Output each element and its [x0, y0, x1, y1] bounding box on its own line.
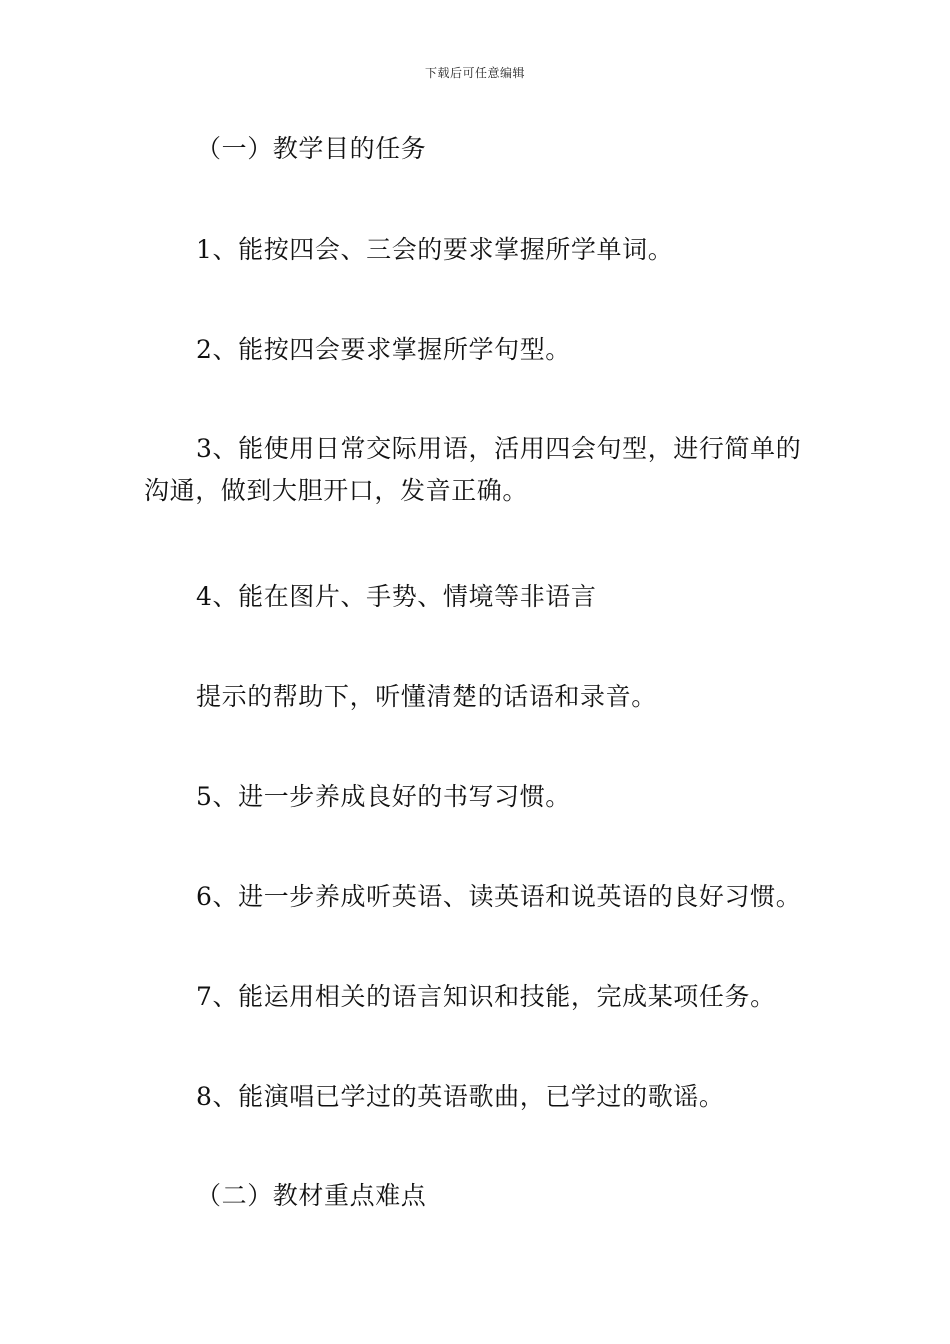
header-note: 下载后可任意编辑 — [424, 66, 525, 80]
list-item-6: 6、进一步养成听英语、读英语和说英语的良好习惯。 — [196, 882, 802, 911]
section-heading-key-points: （二）教材重点难点 — [196, 1181, 427, 1210]
list-item-7: 7、能运用相关的语言知识和技能，完成某项任务。 — [196, 982, 776, 1011]
list-item-4-line-2: 提示的帮助下，听懂清楚的话语和录音。 — [196, 682, 657, 711]
section-heading-objectives: （一）教学目的任务 — [196, 134, 427, 163]
list-item-8: 8、能演唱已学过的英语歌曲，已学过的歌谣。 — [196, 1082, 725, 1111]
list-item-5: 5、进一步养成良好的书写习惯。 — [196, 782, 571, 811]
list-item-2: 2、能按四会要求掌握所学句型。 — [196, 335, 571, 364]
list-item-3: 3、能使用日常交际用语，活用四会句型，进行简单的沟通，做到大胆开口，发音正确。 — [144, 434, 802, 505]
list-item-1: 1、能按四会、三会的要求掌握所学单词。 — [196, 235, 674, 264]
list-item-4-line-1: 4、能在图片、手势、情境等非语言 — [196, 582, 597, 611]
